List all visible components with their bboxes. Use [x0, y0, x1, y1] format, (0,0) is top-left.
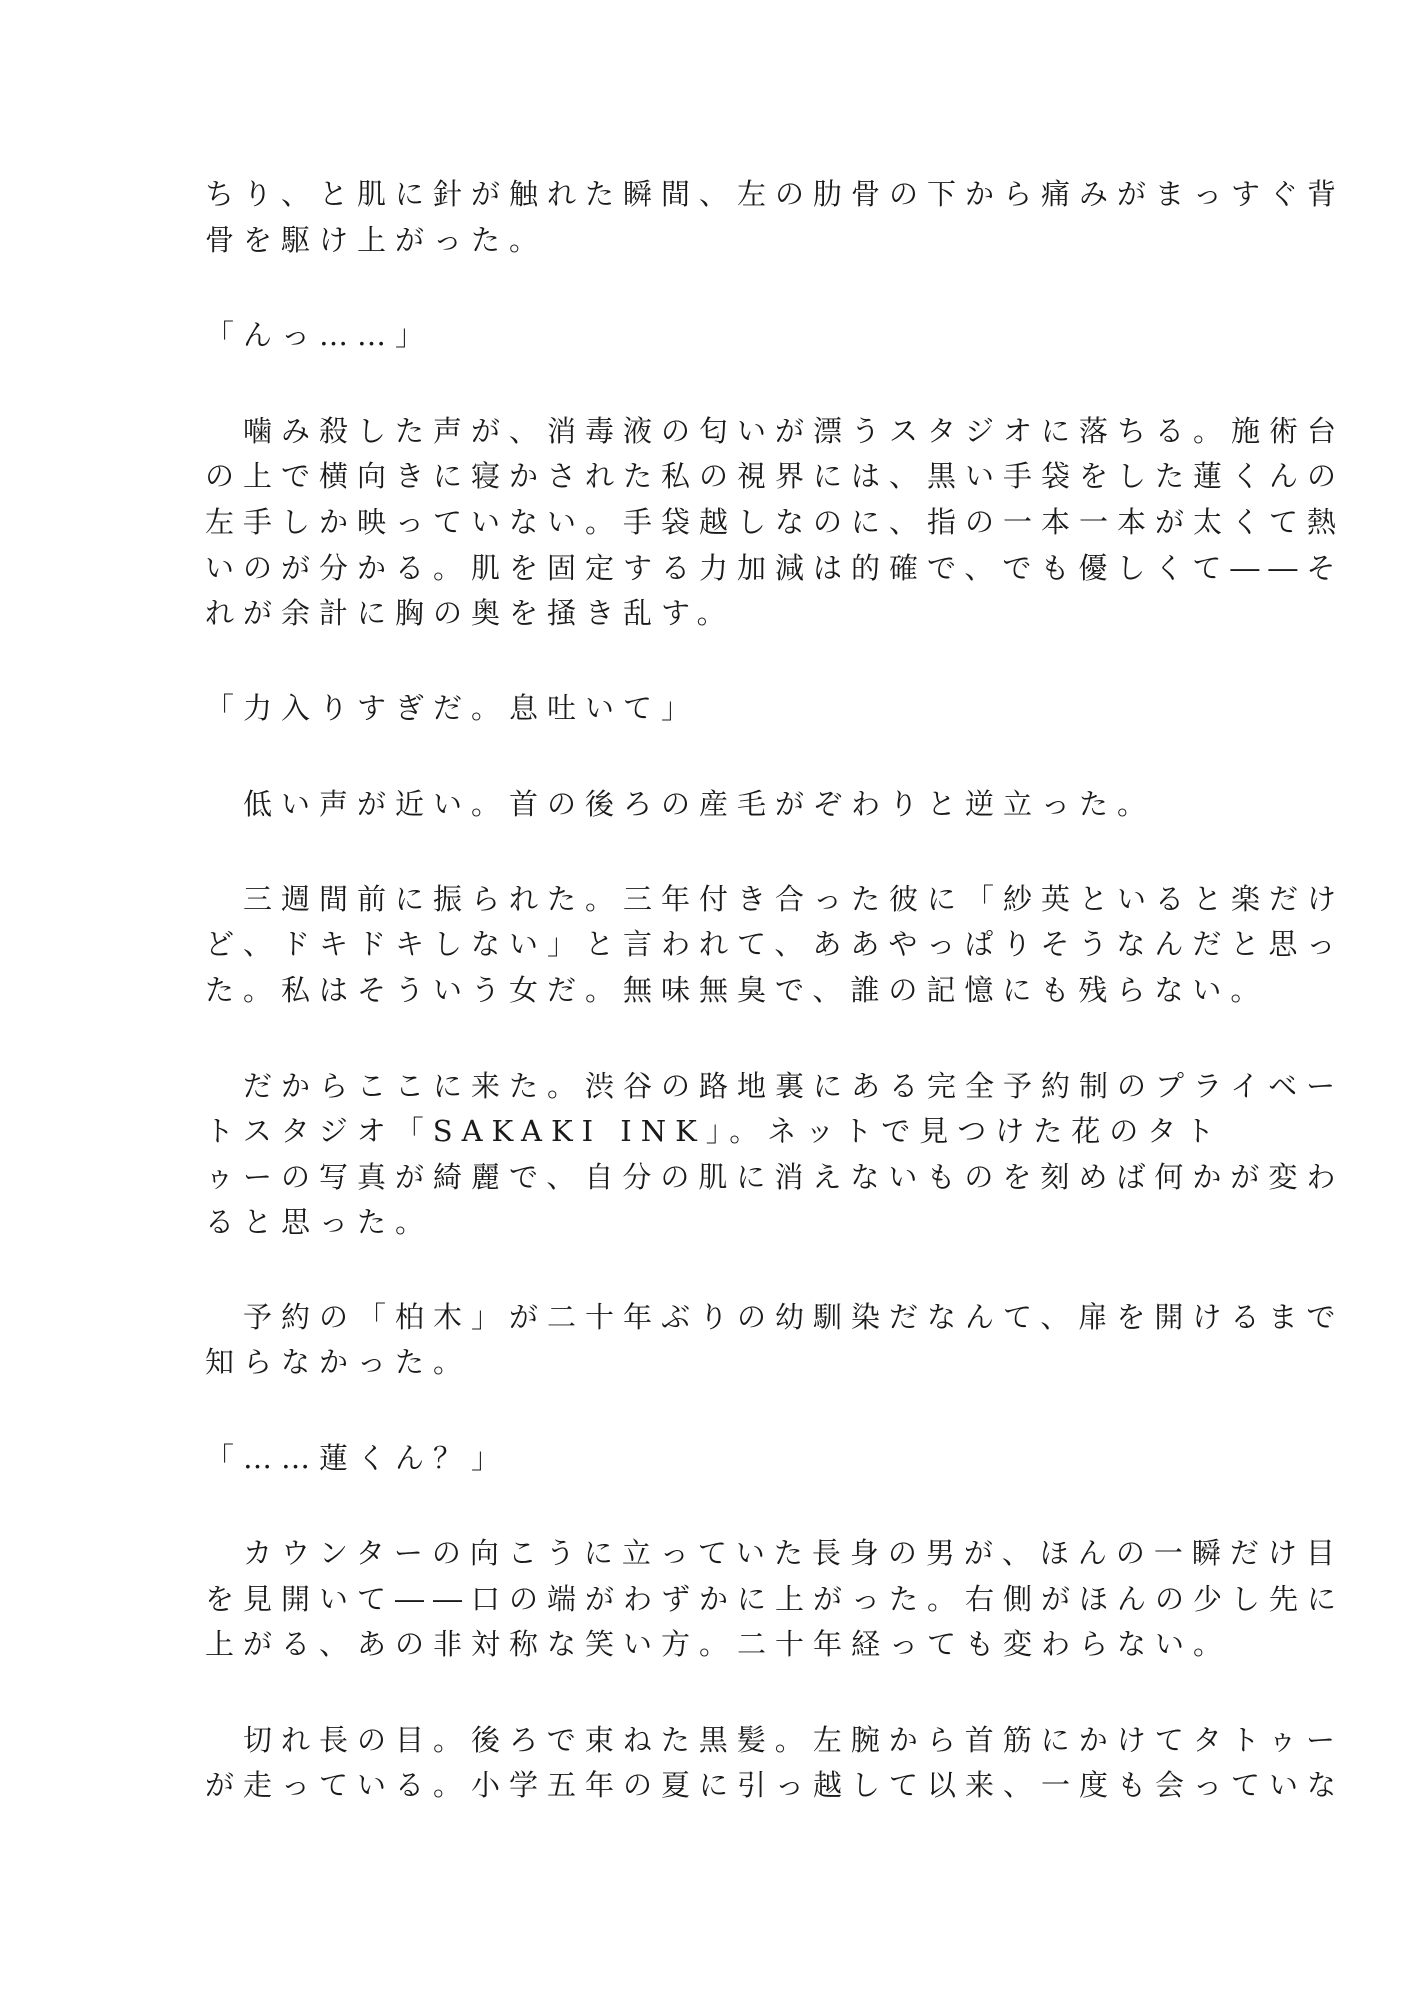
text-line: の上で横向きに寝かされた私の視界には、黒い手袋をした蓮くんの [205, 459, 1346, 493]
text-line: カウンターの向こうに立っていた長身の男が、ほんの一瞬だけ目 [205, 1536, 1344, 1570]
text-line: 「……蓮くん？」 [205, 1441, 510, 1475]
text-line: 噛み殺した声が、消毒液の匂いが漂うスタジオに落ちる。施術台 [205, 414, 1346, 448]
text-line: 「力入りすぎだ。息吐いて」 [205, 691, 700, 725]
text-line: ちり、と肌に針が触れた瞬間、左の肋骨の下から痛みがまっすぐ背 [205, 177, 1346, 211]
text-line: トスタジオ「SAKAKI INK」。ネットで見つけた花のタト [205, 1114, 1224, 1148]
text-line: た。私はそういう女だ。無味無臭で、誰の記憶にも残らない。 [205, 973, 1269, 1007]
text-line: れが余計に胸の奥を掻き乱す。 [205, 596, 735, 630]
text-line: ど、ドキドキしない」と言われて、ああやっぱりそうなんだと思っ [205, 927, 1345, 961]
text-line: だからここに来た。渋谷の路地裏にある完全予約制のプライベー [205, 1069, 1345, 1103]
text-line: 上がる、あの非対称な笑い方。二十年経っても変わらない。 [205, 1627, 1232, 1661]
text-line: 低い声が近い。首の後ろの産毛がぞわりと逆立った。 [205, 787, 1156, 821]
text-line: 知らなかった。 [205, 1345, 472, 1379]
text-line: 三週間前に振られた。三年付き合った彼に「紗英といると楽だけ [205, 882, 1346, 916]
text-line: 左手しか映っていない。手袋越しなのに、指の一本一本が太くて熱 [205, 505, 1346, 539]
text-line: ると思った。 [205, 1205, 434, 1239]
text-line: が走っている。小学五年の夏に引っ越して以来、一度も会っていな [205, 1768, 1346, 1802]
text-line: を見開いて――口の端がわずかに上がった。右側がほんの少し先に [205, 1582, 1346, 1616]
text-line: いのが分かる。肌を固定する力加減は的確で、でも優しくて――そ [205, 551, 1345, 585]
text-line: ゥーの写真が綺麗で、自分の肌に消えないものを刻めば何かが変わ [205, 1160, 1345, 1194]
text-line: 骨を駆け上がった。 [205, 223, 548, 257]
text-line: 予約の「柏木」が二十年ぶりの幼馴染だなんて、扉を開けるまで [205, 1300, 1345, 1334]
text-line: 「んっ……」 [205, 318, 434, 352]
text-line: 切れ長の目。後ろで束ねた黒髪。左腕から首筋にかけてタトゥー [205, 1723, 1344, 1757]
